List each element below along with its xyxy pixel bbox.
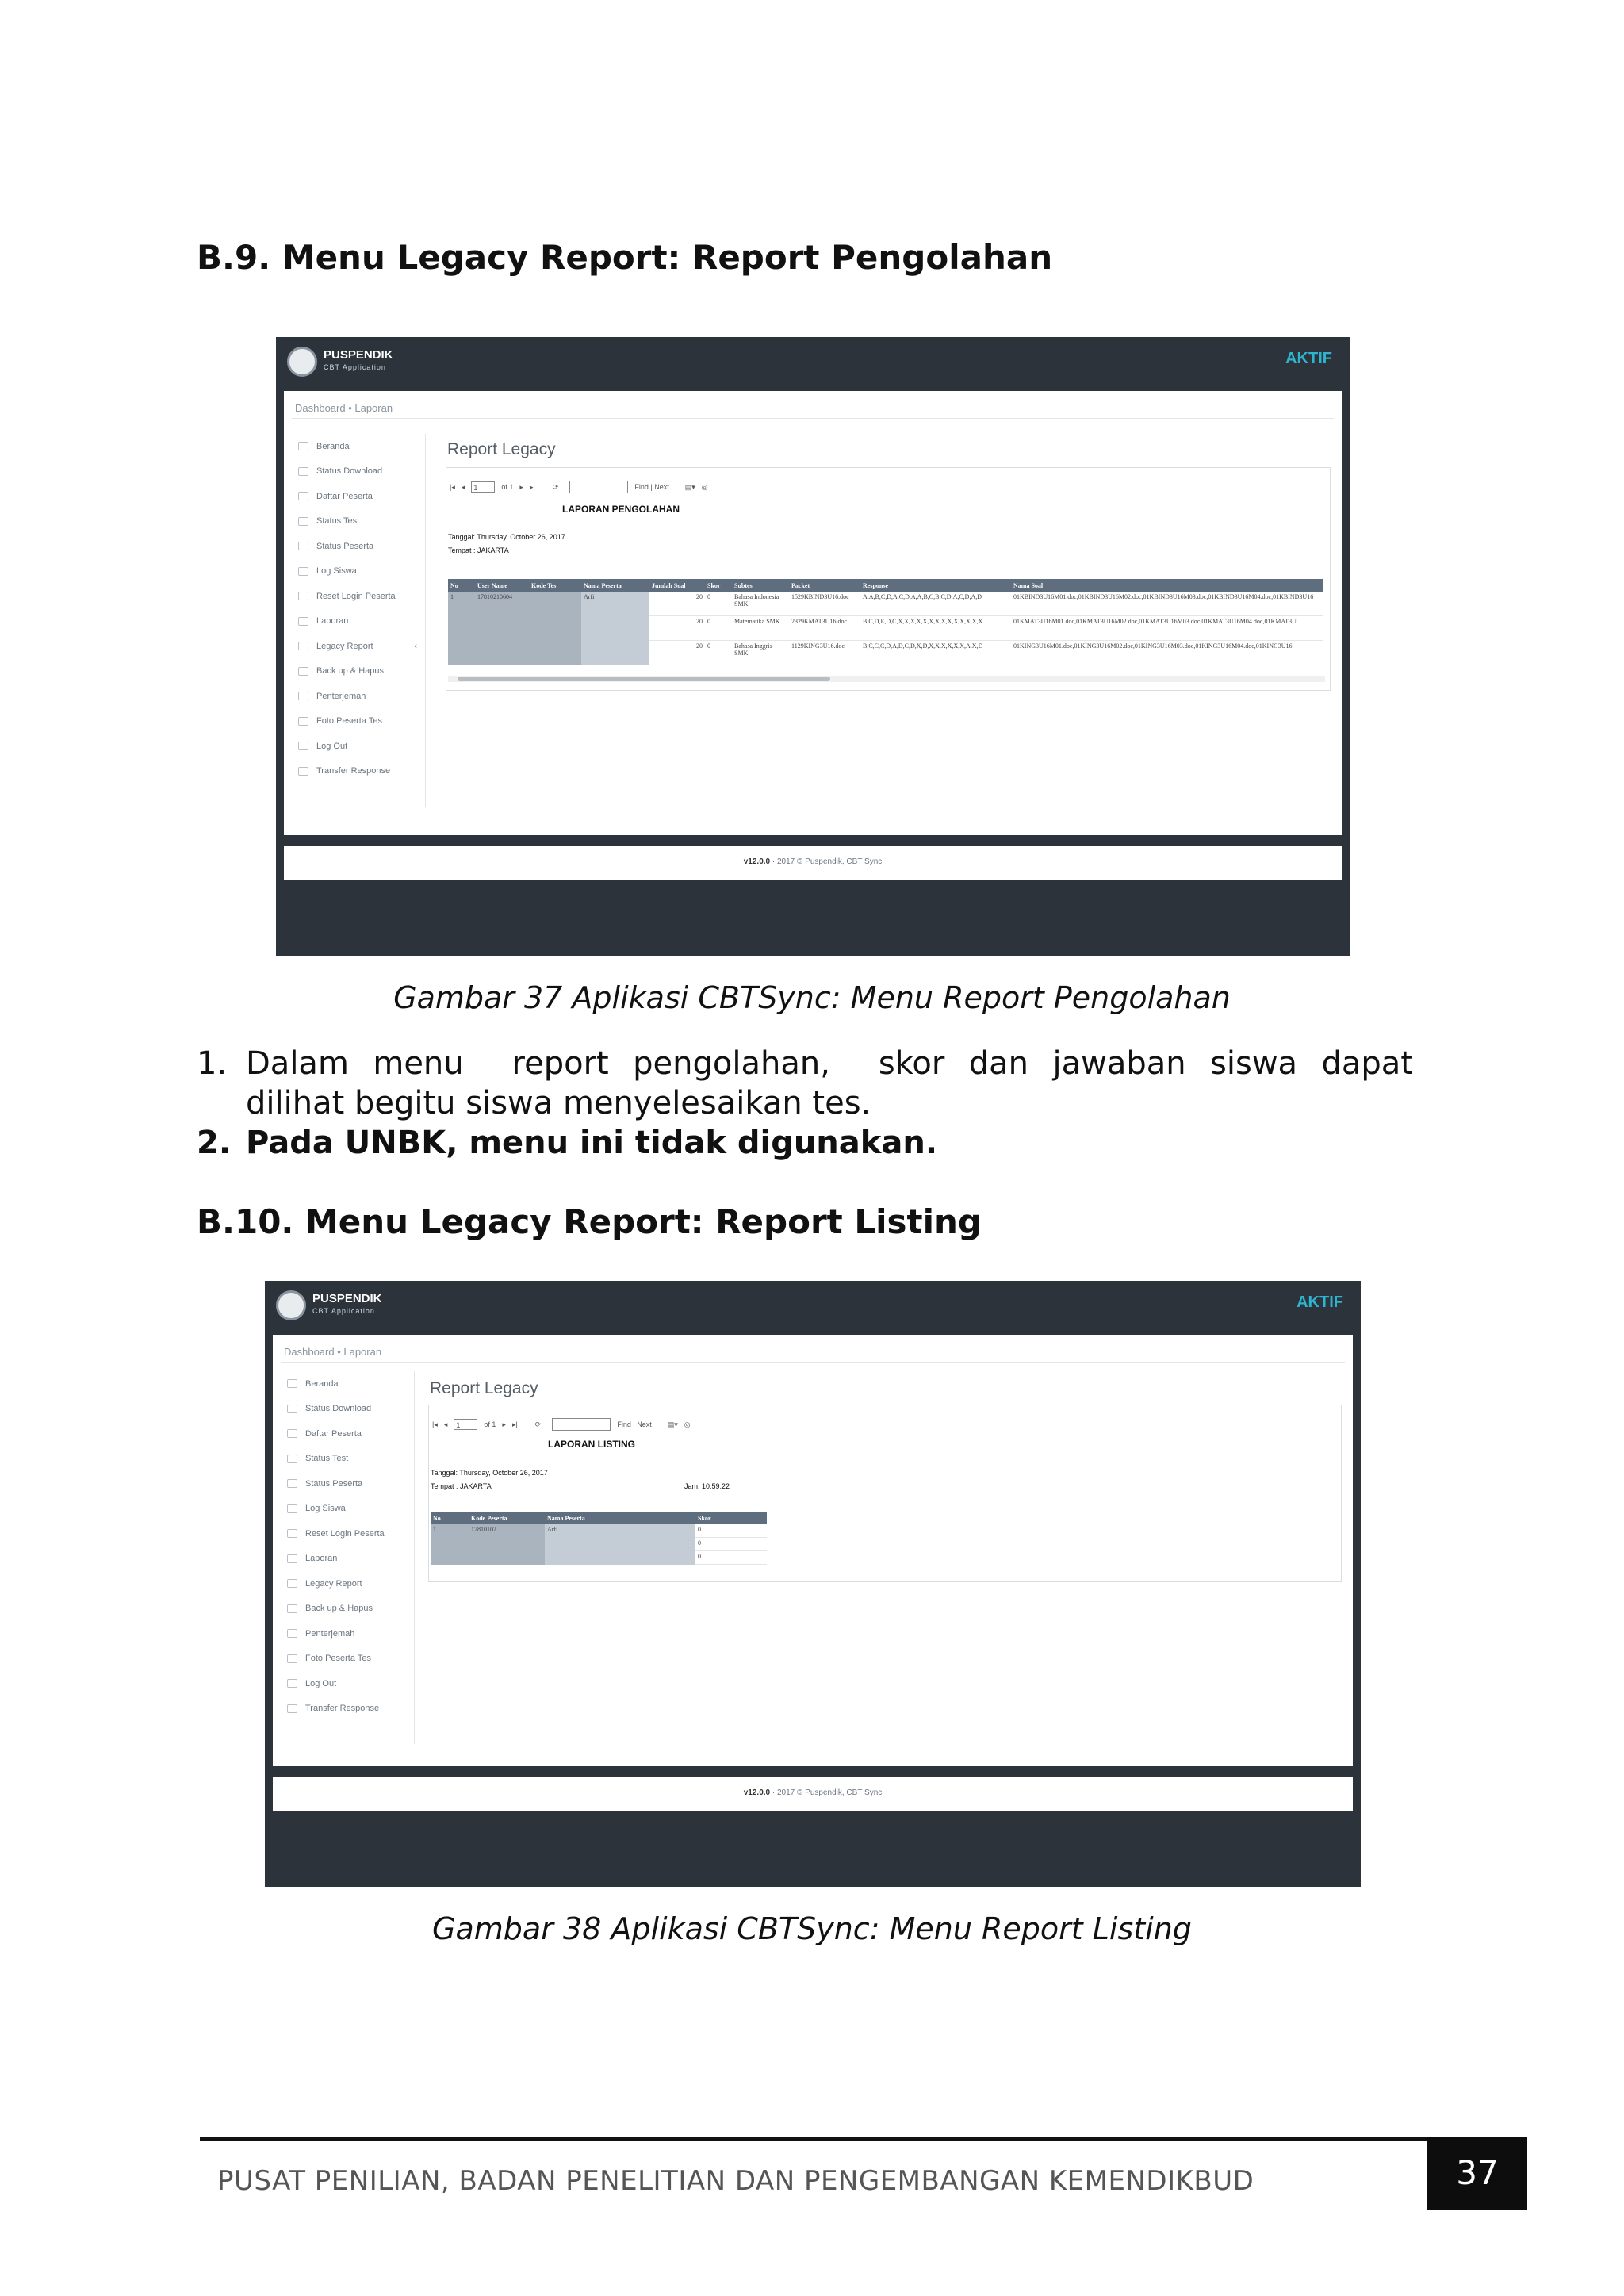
puspendik-logo (276, 1290, 306, 1320)
sidebar-item-status-test[interactable]: Status Test (298, 509, 425, 535)
refresh-report-icon[interactable]: ⟳ (534, 1420, 542, 1428)
report-toolbar (450, 481, 708, 493)
sidebar-item-daftar-peserta[interactable]: Daftar Peserta (287, 1421, 414, 1447)
report-date: Tanggal: Thursday, October 26, 2017 (431, 1469, 548, 1477)
report-title: LAPORAN LISTING (548, 1439, 635, 1450)
app-brand-sub: CBT Application (312, 1307, 375, 1315)
numbered-list (197, 1044, 1413, 1163)
screenshot-report-pengolahan (276, 337, 1350, 956)
table-row: 0 (431, 1538, 767, 1551)
app-brand: PUSPENDIK (324, 348, 393, 362)
sidebar-item-status-test[interactable]: Status Test (287, 1447, 414, 1472)
listing-table (431, 1512, 767, 1565)
chart-icon (298, 617, 308, 626)
list-item: 2. Pada UNBK, menu ini tidak digunakan. (197, 1125, 938, 1161)
translate-icon (298, 692, 308, 700)
table-header: No User Name Kode Tes Nama Peserta Jumlah Soal Skor Subtes Packet Response Nama Soal (448, 579, 1323, 592)
app-footer: v12.0.0 · 2017 © Puspendik, CBT Sync (284, 846, 1342, 880)
sidebar-item-legacy-report[interactable]: Legacy Report (287, 1571, 414, 1596)
page-number: 37 (1427, 2137, 1527, 2210)
translate-icon (287, 1629, 297, 1638)
next-page-icon[interactable]: ▸ (502, 1420, 506, 1428)
refresh-report-icon[interactable]: ⟳ (552, 482, 559, 491)
report-title: LAPORAN PENGOLAHAN (562, 504, 680, 515)
prev-page-icon[interactable]: ◂ (461, 482, 465, 491)
list-item: 1. Dalam menu report pengolahan, skor dan jawaban siswa dapat dilihat begitu siswa menyelesaikan tes. (197, 1045, 1413, 1121)
report-icon (287, 1579, 297, 1588)
app-topbar (276, 337, 1350, 388)
check-icon (287, 1455, 297, 1463)
log-icon (298, 567, 308, 576)
check-icon (298, 517, 308, 526)
page-count: of 1 (484, 1420, 496, 1428)
sidebar-item-legacy-report[interactable]: Legacy Report ‹ (298, 634, 425, 659)
figure-caption-37: Gambar 37 Aplikasi CBTSync: Menu Report Pengolahan (393, 980, 1231, 1015)
report-viewer (446, 467, 1331, 691)
report-time: Jam: 10:59:22 (684, 1482, 730, 1490)
first-page-icon[interactable]: |◂ (432, 1420, 438, 1428)
sidebar-item-penterjemah[interactable]: Penterjemah (298, 684, 425, 709)
export-icon[interactable]: ▤▾ (684, 482, 695, 491)
section-heading-b10: B.10. Menu Legacy Report: Report Listing (197, 1202, 982, 1241)
status-aktif: AKTIF (1285, 350, 1332, 367)
breadcrumb[interactable]: Dashboard • Laporan (284, 1346, 382, 1358)
table-row: 1 17810102 Arfi 0 (431, 1524, 767, 1538)
sidebar-item-reset-login[interactable]: Reset Login Peserta (287, 1521, 414, 1547)
sidebar-item-backup[interactable]: Back up & Hapus (287, 1596, 414, 1622)
page-title: Report Legacy (447, 440, 556, 458)
figure-caption-38: Gambar 38 Aplikasi CBTSync: Menu Report Listing (432, 1911, 1192, 1946)
report-toolbar (432, 1418, 691, 1431)
sidebar-nav (287, 1371, 415, 1744)
users-icon (298, 542, 308, 550)
export-icon[interactable]: ▤▾ (667, 1420, 678, 1428)
report-viewer (428, 1405, 1342, 1582)
report-icon (298, 642, 308, 650)
table-row: 20 0 Bahasa Inggris SMK 1129KING3U16.doc B,C,C,C,D,A,D,C,D,X,D,X,X,X,X,X,X,A,X,D 01KING3U16M01.doc,01KING3U16M02.doc,01KING3U16M03.doc,01KING3U16M04.doc,01KING3U16 (448, 641, 1323, 665)
backup-icon (287, 1604, 297, 1613)
app-topbar (265, 1281, 1361, 1332)
table-row: 0 (431, 1551, 767, 1565)
report-date: Tanggal: Thursday, October 26, 2017 (448, 533, 565, 541)
sidebar-item-foto[interactable]: Foto Peserta Tes (287, 1646, 414, 1672)
chevron-left-icon: ‹ (414, 641, 417, 651)
find-input[interactable] (569, 481, 628, 493)
status-aktif: AKTIF (1297, 1294, 1343, 1311)
horizontal-scrollbar[interactable] (448, 676, 1325, 682)
puspendik-logo (287, 347, 317, 377)
sidebar-item-laporan[interactable]: Laporan (287, 1547, 414, 1572)
app-brand-sub: CBT Application (324, 363, 386, 371)
logout-icon (298, 742, 308, 750)
log-icon (287, 1504, 297, 1513)
list-icon (287, 1429, 297, 1438)
sidebar-item-beranda[interactable]: Beranda (298, 434, 425, 459)
breadcrumb[interactable]: Dashboard • Laporan (295, 402, 393, 414)
backup-icon (298, 667, 308, 676)
sidebar-item-log-siswa[interactable]: Log Siswa (287, 1497, 414, 1522)
sidebar-item-daftar-peserta[interactable]: Daftar Peserta (298, 484, 425, 509)
next-page-icon[interactable]: ▸ (519, 482, 523, 491)
scrollbar-thumb[interactable] (458, 677, 830, 681)
pengolahan-table (448, 579, 1323, 665)
report-place: Tempat : JAKARTA (448, 546, 509, 554)
users-icon (287, 1479, 297, 1488)
page-title: Report Legacy (430, 1379, 538, 1397)
prev-page-icon[interactable]: ◂ (443, 1420, 448, 1428)
find-next-link[interactable]: Find | Next (617, 1420, 652, 1428)
transfer-icon (287, 1704, 297, 1713)
sidebar-item-log-siswa[interactable]: Log Siswa (298, 559, 425, 585)
chart-icon (287, 1554, 297, 1563)
table-row: 1 17810210604 Arfi 20 0 Bahasa Indonesia SMK 1529KBIND3U16.doc A,A,B,C,D,A,C,D,A,A,B,C,B,C,D,A,C,D,A,D 01KBIND3U16M01.doc,01KBIND3U16M02.doc,01KBIND3U16M03.doc,01KBIND3U16M04.doc,01KBIND3U16 (448, 592, 1323, 616)
transfer-icon (298, 767, 308, 776)
download-icon (298, 467, 308, 476)
page-number-input[interactable]: 1 (454, 1419, 477, 1430)
page-count: of 1 (501, 483, 514, 491)
camera-icon (287, 1654, 297, 1663)
sidebar-item-status-peserta[interactable]: Status Peserta (298, 534, 425, 559)
list-icon (298, 492, 308, 500)
page-number-input[interactable]: 1 (471, 481, 495, 493)
sidebar-item-transfer[interactable]: Transfer Response (298, 759, 425, 784)
zoom-icon[interactable]: ◎ (701, 482, 708, 491)
first-page-icon[interactable]: |◂ (450, 482, 455, 491)
last-page-icon[interactable]: ▸| (529, 482, 535, 491)
sidebar-item-status-download[interactable]: Status Download (287, 1397, 414, 1422)
sidebar-item-status-download[interactable]: Status Download (298, 459, 425, 485)
sidebar-item-backup[interactable]: Back up & Hapus (298, 659, 425, 684)
screenshot-report-listing (265, 1281, 1361, 1887)
sidebar-item-beranda[interactable]: Beranda (287, 1371, 414, 1397)
last-page-icon[interactable]: ▸| (511, 1420, 518, 1428)
home-icon (298, 442, 308, 450)
app-footer: v12.0.0 · 2017 © Puspendik, CBT Sync (273, 1777, 1353, 1811)
sidebar-item-penterjemah[interactable]: Penterjemah (287, 1621, 414, 1646)
sidebar-item-laporan[interactable]: Laporan (298, 609, 425, 634)
refresh-icon (287, 1529, 297, 1538)
content-panel (273, 1335, 1353, 1766)
sidebar-nav (298, 434, 426, 807)
report-place: Tempat : JAKARTA (431, 1482, 492, 1490)
sidebar-item-reset-login[interactable]: Reset Login Peserta (298, 584, 425, 609)
zoom-icon[interactable]: ◎ (684, 1420, 691, 1428)
table-row: 20 0 Matematika SMK 2329KMAT3U16.doc B,C,D,E,D,C,X,X,X,X,X,X,X,X,X,X,X,X,X,X 01KMAT3U16M01.doc,01KMAT3U16M02.doc,01KMAT3U16M03.doc,01KMAT3U16M04.doc,01KMAT3U (448, 616, 1323, 641)
footer-institution: PUSAT PENILIAN, BADAN PENELITIAN DAN PENGEMBANGAN KEMENDIKBUD (217, 2165, 1254, 2197)
download-icon (287, 1405, 297, 1413)
sidebar-item-status-peserta[interactable]: Status Peserta (287, 1471, 414, 1497)
app-brand: PUSPENDIK (312, 1292, 382, 1305)
content-panel (284, 391, 1342, 835)
logout-icon (287, 1679, 297, 1688)
find-input[interactable] (552, 1418, 611, 1431)
sidebar-item-logout[interactable]: Log Out (287, 1671, 414, 1696)
home-icon (287, 1379, 297, 1388)
footer-rule (200, 2137, 1427, 2141)
sidebar-item-foto[interactable]: Foto Peserta Tes (298, 709, 425, 734)
section-heading-b9: B.9. Menu Legacy Report: Report Pengolahan (197, 238, 1053, 277)
find-next-link[interactable]: Find | Next (634, 483, 669, 491)
sidebar-item-logout[interactable]: Log Out (298, 734, 425, 759)
table-header: No Kode Peserta Nama Peserta Skor (431, 1512, 767, 1524)
sidebar-item-transfer[interactable]: Transfer Response (287, 1696, 414, 1722)
camera-icon (298, 717, 308, 726)
refresh-icon (298, 592, 308, 600)
